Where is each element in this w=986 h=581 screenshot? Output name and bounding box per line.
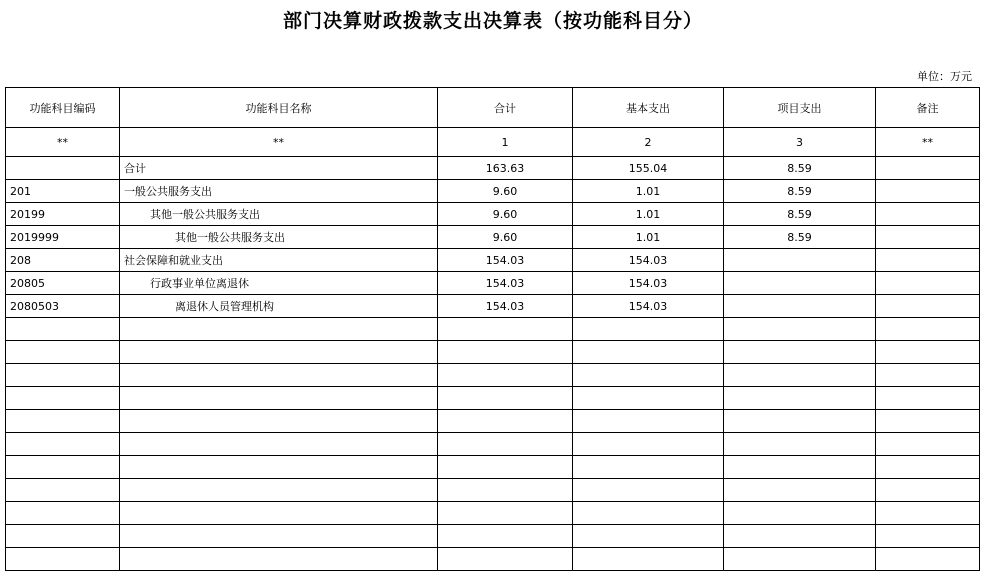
name-cell: 社会保障和就业支出: [120, 249, 438, 272]
remark-cell: [876, 479, 980, 502]
project-cell: [724, 525, 876, 548]
basic-cell: 1.01: [573, 203, 724, 226]
project-cell: [724, 479, 876, 502]
report-title: 部门决算财政拨款支出决算表（按功能科目分）: [282, 10, 703, 32]
remark-cell: [876, 341, 980, 364]
code-cell: [6, 341, 120, 364]
name-cell: [120, 456, 438, 479]
total-cell: [438, 548, 573, 571]
index-cell: 3: [724, 128, 876, 157]
table-row: [6, 433, 980, 456]
code-cell: 20805: [6, 272, 120, 295]
index-cell: 1: [438, 128, 573, 157]
header-row: [6, 88, 980, 128]
basic-cell: [573, 548, 724, 571]
code-cell: 201: [6, 180, 120, 203]
index-row: [6, 128, 980, 157]
table-row: [6, 456, 980, 479]
code-cell: [6, 318, 120, 341]
name-cell: 其他一般公共服务支出: [120, 226, 438, 249]
code-cell: [6, 502, 120, 525]
table-row: [6, 203, 980, 226]
column-header-code: 功能科目编码: [6, 88, 120, 128]
total-cell: [438, 502, 573, 525]
name-cell: [120, 525, 438, 548]
total-cell: [438, 456, 573, 479]
index-cell: **: [876, 128, 980, 157]
total-cell: 154.03: [438, 295, 573, 318]
project-cell: [724, 387, 876, 410]
basic-cell: 154.03: [573, 249, 724, 272]
project-cell: [724, 433, 876, 456]
basic-cell: [573, 433, 724, 456]
project-cell: [724, 249, 876, 272]
basic-cell: [573, 341, 724, 364]
remark-cell: [876, 525, 980, 548]
code-cell: [6, 410, 120, 433]
total-cell: 9.60: [438, 203, 573, 226]
total-cell: [438, 479, 573, 502]
remark-cell: [876, 203, 980, 226]
total-cell: 9.60: [438, 180, 573, 203]
name-cell: 合计: [120, 157, 438, 180]
project-cell: [724, 502, 876, 525]
code-cell: 2080503: [6, 295, 120, 318]
name-cell: [120, 387, 438, 410]
total-cell: [438, 525, 573, 548]
remark-cell: [876, 387, 980, 410]
remark-cell: [876, 180, 980, 203]
table-row: [6, 387, 980, 410]
name-cell: [120, 502, 438, 525]
column-header-remark: 备注: [876, 88, 980, 128]
remark-cell: [876, 364, 980, 387]
code-cell: 2019999: [6, 226, 120, 249]
project-cell: 8.59: [724, 157, 876, 180]
basic-cell: [573, 502, 724, 525]
table-row: [6, 525, 980, 548]
unit-label: 单位：万元: [917, 70, 972, 83]
index-cell: **: [120, 128, 438, 157]
project-cell: 8.59: [724, 180, 876, 203]
project-cell: 8.59: [724, 203, 876, 226]
table-row: [6, 157, 980, 180]
column-header-basic: 基本支出: [573, 88, 724, 128]
code-cell: [6, 387, 120, 410]
code-cell: 20199: [6, 203, 120, 226]
column-header-total: 合计: [438, 88, 573, 128]
total-cell: [438, 387, 573, 410]
code-cell: [6, 433, 120, 456]
column-header-name: 功能科目名称: [120, 88, 438, 128]
basic-cell: [573, 479, 724, 502]
table-row: [6, 548, 980, 571]
table-row: [6, 249, 980, 272]
table-row: [6, 295, 980, 318]
remark-cell: [876, 548, 980, 571]
basic-cell: [573, 387, 724, 410]
remark-cell: [876, 433, 980, 456]
table-row: [6, 226, 980, 249]
basic-cell: 1.01: [573, 180, 724, 203]
code-cell: [6, 525, 120, 548]
remark-cell: [876, 157, 980, 180]
remark-cell: [876, 318, 980, 341]
index-cell: 2: [573, 128, 724, 157]
total-cell: [438, 410, 573, 433]
total-cell: 163.63: [438, 157, 573, 180]
total-cell: 154.03: [438, 272, 573, 295]
basic-cell: [573, 456, 724, 479]
name-cell: 行政事业单位离退休: [120, 272, 438, 295]
remark-cell: [876, 456, 980, 479]
code-cell: [6, 157, 120, 180]
table-row: [6, 410, 980, 433]
remark-cell: [876, 295, 980, 318]
total-cell: [438, 318, 573, 341]
name-cell: [120, 341, 438, 364]
project-cell: 8.59: [724, 226, 876, 249]
total-cell: 154.03: [438, 249, 573, 272]
project-cell: [724, 364, 876, 387]
basic-cell: [573, 318, 724, 341]
total-cell: [438, 364, 573, 387]
name-cell: [120, 433, 438, 456]
project-cell: [724, 456, 876, 479]
table-row: [6, 180, 980, 203]
code-cell: [6, 456, 120, 479]
remark-cell: [876, 502, 980, 525]
column-header-project: 项目支出: [724, 88, 876, 128]
basic-cell: [573, 525, 724, 548]
name-cell: [120, 318, 438, 341]
code-cell: 208: [6, 249, 120, 272]
project-cell: [724, 341, 876, 364]
remark-cell: [876, 226, 980, 249]
name-cell: [120, 364, 438, 387]
table-row: [6, 341, 980, 364]
project-cell: [724, 318, 876, 341]
table-row: [6, 502, 980, 525]
project-cell: [724, 272, 876, 295]
basic-cell: [573, 410, 724, 433]
code-cell: [6, 548, 120, 571]
basic-cell: 155.04: [573, 157, 724, 180]
table-body: [6, 157, 980, 571]
name-cell: 离退休人员管理机构: [120, 295, 438, 318]
table-row: [6, 479, 980, 502]
index-cell: **: [6, 128, 120, 157]
code-cell: [6, 364, 120, 387]
total-cell: [438, 341, 573, 364]
name-cell: [120, 479, 438, 502]
expenditure-table: [5, 87, 980, 571]
project-cell: [724, 295, 876, 318]
name-cell: 其他一般公共服务支出: [120, 203, 438, 226]
remark-cell: [876, 272, 980, 295]
name-cell: [120, 410, 438, 433]
total-cell: 9.60: [438, 226, 573, 249]
basic-cell: [573, 364, 724, 387]
table-row: [6, 318, 980, 341]
remark-cell: [876, 410, 980, 433]
code-cell: [6, 479, 120, 502]
basic-cell: 154.03: [573, 295, 724, 318]
table-row: [6, 272, 980, 295]
name-cell: [120, 548, 438, 571]
table-row: [6, 364, 980, 387]
basic-cell: 154.03: [573, 272, 724, 295]
project-cell: [724, 410, 876, 433]
project-cell: [724, 548, 876, 571]
remark-cell: [876, 249, 980, 272]
total-cell: [438, 433, 573, 456]
basic-cell: 1.01: [573, 226, 724, 249]
name-cell: 一般公共服务支出: [120, 180, 438, 203]
